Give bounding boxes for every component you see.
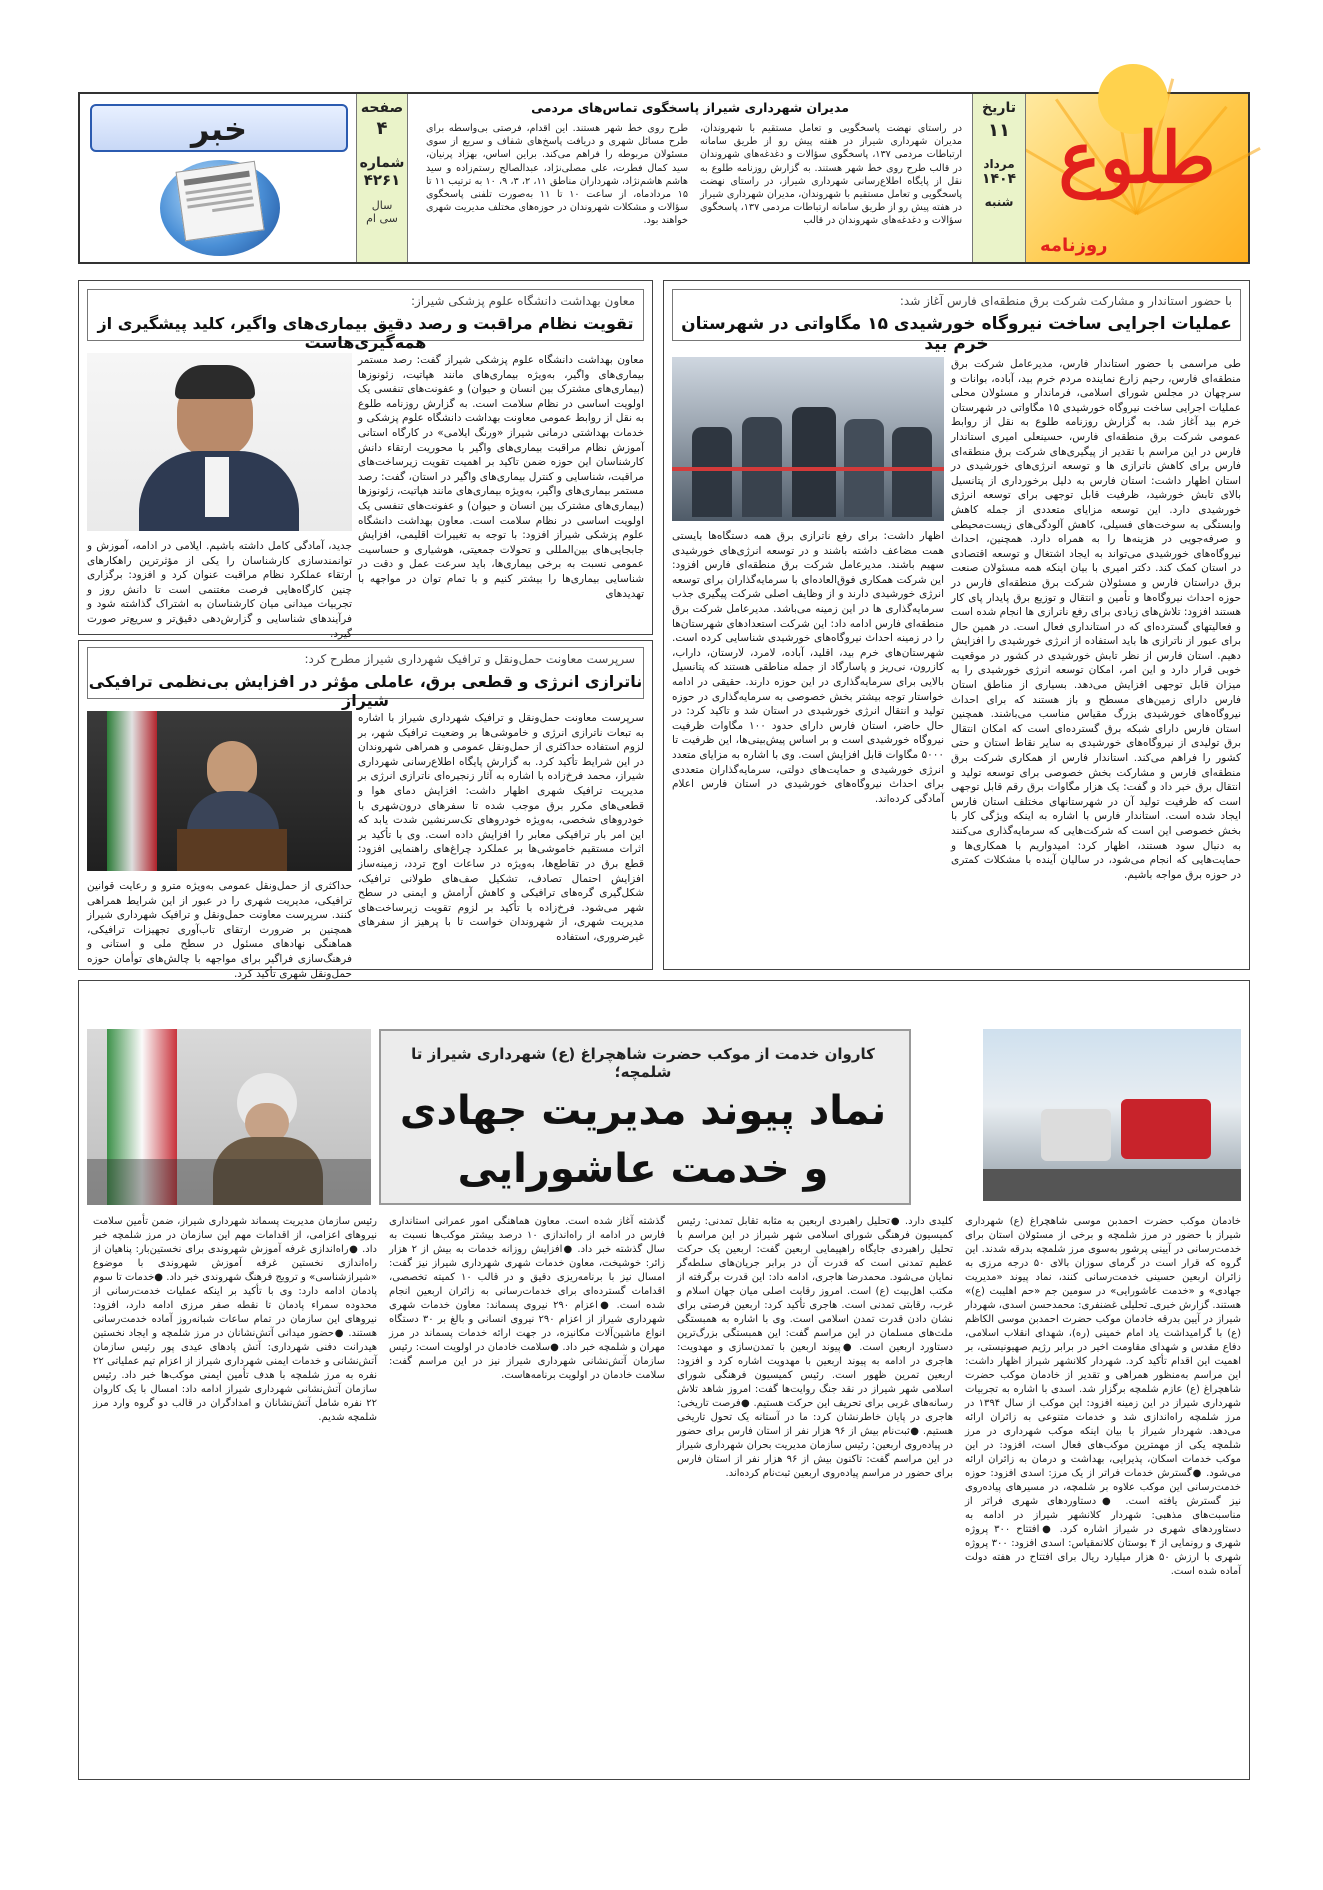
- feature-arbaeen: [78, 980, 1250, 1780]
- article-traffic-header: [87, 647, 644, 710]
- issue-column: [356, 94, 408, 262]
- article-traffic-col1: سرپرست معاونت حمل‌ونقل و ترافیک شهرداری شیراز با اشاره به تبعات ناترازی انرژی و خاموشی‌ها بر وضعیت ترافیک شهر، بر لزوم استفاده حداکثری از حمل‌ونقل عمومی و همراهی شهروندان در این شرایط تأکید کرد. به گزارش پایگاه اطلاع‌رسانی شهرداری شیراز، محمد فرخ‌زاده با اشاره به آثار زنجیره‌ای ناترازی انرژی بر مدیریت ترافیک شهری اظهار داشت: افزایش دمای هوا و قطعی‌های مکرر برق موجب شده تا سفرهای درون‌شهری با خودروهای شخصی، به‌ویژه خودروهای تک‌سرنشین شدت یابد که این امر بار ترافیکی معابر را افزایش داده است. وی با تأکید بر اثرات مستقیم خاموشی‌ها بر عملکرد چراغ‌های راهنمایی افزود: قطع برق در تقاطع‌ها، به‌ویژه در ساعات اوج تردد، زمینه‌ساز افزایش احتمال تصادف، تشکیل صف‌های طولانی ترافیک، شکل‌گیری گره‌های ترافیکی و کاهش آرامش و ایمنی در سطح شهر می‌شود. فرخ‌زاده با تأکید بر لزوم تقویت زیرساخت‌های مدیریت شهری، از شهروندان خواست تا با پرهیز از سفرهای غیرضروری، استفاده: [358, 712, 644, 943]
- feature-photo-left: [87, 1029, 371, 1205]
- logo-block: [1026, 94, 1248, 262]
- article-health: [78, 280, 653, 640]
- article-solar-col2: اظهار داشت: برای رفع ناترازی برق همه دستگاه‌ها بایستی همت مضاعف داشته باشند و در توسعه انرژی‌های خورشیدی سهیم باشند. مدیرعامل شرکت برق منطقه‌ای فارس افزود: این شرکت همکاری فوق‌العاده‌ای با سرمایه‌گذاران برای توسعه انرژی خورشیدی دارند و از وظایف اصلی شرکت پیگیری جذب سرمایه‌گذاری ها در این زمینه می‌باشد. مدیرعامل شرکت برق منطقه‌ای فارس ادامه داد: این شرکت استعدادهای شهرستان‌ها را در زمینه احداث نیروگاه‌های خورشیدی شناسایی کرده است. شهرستان‌های خرم بید، اقلید، آباده، لامرد، لارستان، داراب، کازرون، نی‌ریز و پاسارگاد از جمله مناطقی هستند که پتانسیل بالایی برای سرمایه‌گذاری در این حوزه دارند. حقیقی در ادامه خواستار توجه بیشتر بخش خصوصی به سرمایه‌گذاری در حوزه تولید و انتقال انرژی خورشیدی در استان شد و تاکید کرد: در حال حاضر، استان فارس دارای حدود ۱۰۰ مگاوات ظرفیت نیروگاه خورشیدی است و بر اساس پیش‌بینی‌ها، این ظرفیت تا ۵۰۰۰ مگاوات قابل افزایش است. وی با اشاره به مزایای متعدد انرژی خورشیدی و حمایت‌های دولتی، سرمایه‌گذاران متعددی برای احداث نیروگاه‌های خورشیدی در استان فارس اعلام آمادگی کرده‌اند.: [671, 530, 944, 805]
- date-year: ۱۴۰۴: [981, 171, 1017, 187]
- issue-label: شماره: [359, 155, 405, 171]
- lead-news-col2: طرح روی خط شهر هستند. این اقدام، فرصتی بی‌واسطه برای طرح مسائل شهری و دریافت پاسخ‌های شفاف و سریع از سوی مسئولان مربوطه را فراهم می‌کند. براین اساس، بهزاد پرنیان، سید کمال فطرت، علی مصلی‌نژاد، عبدالصالح رستم‌زاده و سید هاشم هاشم‌نژاد، شهرداران مناطق ۱۱، ۲، ۳، ۹، ۱۰ به ترتیب ۱۱ تا ۱۵ مردادماه، از ساعت ۱۰ تا ۱۱ به‌صورت تلفنی پاسخگوی سؤالات و مشکلات شهروندان در حوزه‌های مختلف مدیریت شهری خواهند بود.: [426, 123, 688, 227]
- article-traffic-kicker: سرپرست معاونت حمل‌ونقل و ترافیک شهرداری شیراز مطرح کرد:: [304, 652, 635, 666]
- article-health-col2: جدید، آمادگی کامل داشته باشیم. ایلامی در ادامه، آموزش و توانمندسازی کارشناسان را یکی از مؤثرترین راهکارهای ارتقاء عملکرد نظام مراقبت عنوان کرد و افزود: برگزاری چنین کارگاه‌هایی فرصت مغتنمی است تا دانش روز و تجربیات میدانی میان کارشناسان به اشتراک گذاشته شود و فرآیندهای شناسایی و گزارش‌دهی دقیق‌تر و سریع‌تر صورت گیرد.: [87, 540, 352, 640]
- feature-headline-line1: نماد پیوند مدیریت جهادی: [399, 1088, 887, 1134]
- article-health-kicker: معاون بهداشت دانشگاه علوم پزشکی شیراز:: [410, 294, 635, 308]
- article-solar-header: [672, 289, 1241, 354]
- volume-value: سی ام: [366, 212, 398, 225]
- article-health-photo: [87, 353, 352, 531]
- feature-col4: رئیس سازمان مدیریت پسماند شهرداری شیراز، ضمن تأمین سلامت نیروهای اعزامی، از اقدامات مهم این سازمان در مرز شلمچه خبر داد. ●راه‌اندازی غرفه آموزش شهروندی برای نخستین‌بار: پناهیان از راه‌اندازی نخستین غرفه آموزش شهروندی با موضوع «شیرازشناسی» و ترویج فرهنگ شهروندی خبر داد. ●خدمات تا سوم پادمان ادامه دارد: وی با تأکید بر اینکه عملیات خدمت‌رسانی از محدوده سمراء پادمان تا نقطه صفر مرزی ادامه دارد، افزود: نیروهای این سازمان در تمام ساعات شبانه‌روز آماده خدمت‌رسانی هستند. ●حضور میدانی آتش‌نشانان در مرز شلمچه و ایجاد نخستین هیدرانت دفنی شهرداری: آتش پاد‌های عیدی پور رئیس سازمان آتش‌نشانی و خدمات ایمنی شهرداری شیراز از اعزام تیم عملیاتی ۲۲ نفره به مرز شلمچه با هدف تأمین ایمنی موکب‌ها خبر داد. رئیس سازمان آتش‌نشانی شهرداری شیراز ادامه داد: امسال با یک کاروان ۲۲ نفره شامل آتش‌نشانان و امدادگران در قالب دو گروه وارد مرز شلمچه شدیم.: [93, 1216, 377, 1423]
- article-health-header: [87, 289, 644, 352]
- section-ribbon: [90, 104, 348, 152]
- page-number: ۴: [376, 118, 388, 139]
- date-column: [972, 94, 1026, 262]
- logo-text: طلوع: [1058, 116, 1216, 199]
- article-solar-headline: عملیات اجرایی ساخت نیروگاه خورشیدی ۱۵ مگاواتی در شهرستان خرم بید: [681, 314, 1232, 354]
- logo-subtitle: روزنامه: [1040, 235, 1108, 256]
- volume-label: سال: [371, 199, 393, 212]
- feature-photo-right: [983, 1029, 1241, 1201]
- section-name: خبر: [190, 110, 248, 148]
- date-weekday: شنبه: [984, 195, 1014, 209]
- article-traffic-photo: [87, 711, 352, 871]
- feature-col1: خادمان موکب حضرت احمدبن موسی شاهچراغ (ع) شهرداری شیراز با حضور در مرز شلمچه و برخی از مسئولان استان برای خدمت‌رسانی در آیینی پرشور به‌سوی مرز شلمچه بدرقه شدند. این گروه که قرار است در گرمای سوزان بالای ۵۰ درجه مرزی به زائران اربعین حسینی خدمت‌رسانی کنند، نماد پیوند «مدیریت جهادی» و «خدمت عاشورایی» در سومین جم «حم اهلیبت (ع)» هستند. گزارش خبری‌ـ تحلیلی غضنفری: محمدحسن اسدی، شهردار شیراز در آیین بدرقه خادمان موکب حضرت احمدبن موسی الکاظم (ع) با گرامیداشت یاد امام خمینی (ره)، شهدای انقلاب اسلامی، دفاع مقدس و شهدای مقاومت اخیر در برابر رژیم صهیونیستی، بر اهمیت این اقدام تأکید کرد. شهردار کلانشهر شیراز اظهار داشت: این مراسم به‌منظور همراهی و تقدیر از خادمان موکب حضرت شاهچراغ (ع) عازم شلمچه برگزار شد. اسدی با اشاره به تجربیات شهرداری شیراز در این زمینه افزود: این موکب از سال ۱۳۹۴ در مرز شلمچه راه‌اندازی شد و خدمات متنوعی به زائران ارائه می‌دهد. شهردار شیراز با بیان اینکه موکب شهرداری در مرز شلمچه یکی از مهمترین موکب‌های فعال است، افزود: در این موکب خدمات اسکان، پذیرایی، بهداشت و درمان به زائران ارائه می‌شود. ●گسترش خدمات فراتر از یک مرز: اسدی افزود: حوزه خدمت‌رسانی این موکب علاوه بر شلمچه، در مسیرهای پیاده‌روی نیز گسترش یافته است. ●دستاوردهای شهری فراتر از مناسبت‌های مذهبی: شهردار کلانشهر شیراز در ادامه به دستاوردهای شهری در شیراز اشاره کرد. ●افتتاح ۳۰۰ پروژه شهری و رونمایی از ۴ بوستان کلانمقیاس: اسدی افزود: ۳۰۰ پروژه شهری با ارزش ۵۰ هزار میلیارد ریال برای افتتاح در هفته دولت آماده شده است.: [965, 1216, 1242, 1577]
- article-solar-col1: طی مراسمی با حضور استاندار فارس، مدیرعامل شرکت برق منطقه‌ای فارس، رحیم زارع نماینده مردم خرم بید، آباده، بوانات و سرچهان در مجلس شورای اسلامی، فرماندار و مسئولان محلی عملیات اجرایی ساخت نیروگاه خورشیدی ۱۵ مگاواتی در شهرستان خرم بید آغاز شد. به گزارش روزنامه طلوع به نقل از روابط عمومی شرکت برق منطقه‌ای فارس، حسینعلی امیری استاندار فارس در این مراسم با تقدیر از پیگیری‌های شرکت برق منطقه‌ای فارس برای کاهش ناترازی ها و توسعه انرژی‌های خورشیدی در استان اظهار داشت: استان فارس به دلیل برخورداری از پتانسیل بالای تابش خورشید، ظرفیت قابل توجهی برای توسعه انرژی خورشیدی دارد. این توسعه مزایای متعددی از جمله کاهش وابستگی به سوخت‌های فسیلی، کاهش آلودگی‌های زیست‌محیطی و صرفه‌جویی در هزینه‌ها را به همراه دارد. همچنین، احداث نیروگاه‌های خورشیدی می‌تواند به ایجاد اشتغال و توسعه اقتصادی در استان کمک کند. دکتر امیری با بیان اینکه همه مسئولان صنعت برق دراستان فارس و مسئولان شرکت برق منطقه‌ای فارس در حوزه احداث نیروگاه‌ها و تأمین و انتقال و توزیع برق پایدار پای کار هستند افزود: تلاش‌های زیادی برای رفع ناترازی ها انجام شده است و فعالیتهای گسترده‌ای که در استانداری فعال است. در همین حال برای عبور از ناترازی ها باید استفاده از انرژی خورشیدی را افزایش دهیم. استان فارس از نظر تابش خورشیدی در کشور در موقعیت خوبی قرار دارد و این امر، امکان توسعه انرژی خورشیدی را به میزان قابل توجهی افزایش می‌دهد. بسیاری از مناطق استان فارس دارای زمین‌های مسطح و باز هستند که برای احداث نیروگاه‌های خورشیدی بزرگ مقیاس مناسب می‌باشند. همچنین استان فارس دارای شبکه برق گسترده‌ای است که امکان انتقال برق تولیدی از نیروگاه‌های خورشیدی به سایر نقاط استان و حتی کشور را فراهم می‌کند. استاندار فارس از همکاری شرکت برق منطقه‌ای فارس و مشارکت بخش خصوصی برای توسعه تولید و انتقال برق خبر داد و گفت: یک هزار مگاوات برق رقم قابل توجهی است که ظرفیت تولید آن در شهرستانهای مختلف استان فارس ایجاد شده است. استاندار فارس با اشاره به اینکه ویژگی کار با بخش خصوصی این است که شرکت‌هایی که سرمایه‌گذاری می‌کنند به دنبال سود هستند، اظهار کرد: امیدواریم با همکاری‌ها و حمایت‌هایی که انجام می‌شود، در سالیان آینده با مشکلات کمتری در حوزه برق مواجه باشیم.: [951, 358, 1241, 881]
- feature-kicker: کاروان خدمت از موکب حضرت شاهچراغ (ع) شهرداری شیراز تا شلمچه؛: [411, 1045, 875, 1081]
- date-day: ۱۱: [988, 120, 1010, 141]
- section-banner: [80, 94, 356, 262]
- masthead: [78, 92, 1250, 264]
- article-solar-plant: [663, 280, 1250, 970]
- feature-headline-line2: و خدمت عاشورایی: [457, 1146, 829, 1192]
- article-health-col1: معاون بهداشت دانشگاه علوم پزشکی شیراز گفت: رصد مستمر بیماری‌های واگیر، به‌ویژه بیماری‌های مانند هپاتیت، زئونوزها (بیماری‌های مشترک بین انسان و حیوان) و عفونت‌های تنفسی یک اولویت اساسی در نظام سلامت است. به گزارش روزنامه طلوع به نقل از روابط عمومی معاونت بهداشت دانشگاه علوم پزشکی و خدمات بهداشتی درمانی شیراز «ورنگ ایلامی» در کارگاه استانی آموزش نظام مراقبت بیماری‌های واگیر با محوریت ارتقاء دانش کارشناسان این حوزه ضمن تاکید بر اهمیت تقویت زیرساخت‌های مراقبت، شناسایی و کنترل بیماری‌های واگیر در استان، گفت: رصد مستمر بیماری‌های واگیر، به‌ویژه بیماری‌های مانند هپاتیت، زئونوزها (بیماری‌های مشترک بین انسان و حیوان) و عفونت‌های تنفسی یک اولویت اساسی در نظام سلامت است. معاون بهداشت دانشگاه علوم پزشکی شیراز افزود: با توجه به تغییرات اقلیمی، افزایش جابجایی‌های بین‌المللی و تحولات جمعیتی، هوشیاری و حساسیت عمومی نسبت به برخی بیماری‌ها، باید سرعت عمل و دقت در شناسایی بیماری‌ها را بیشتر کنیم و با تمام توان در مواجهه با تهدیدهای: [358, 354, 644, 600]
- lead-news: [408, 94, 972, 262]
- article-traffic: [78, 640, 653, 980]
- article-health-headline: تقویت نظام مراقبت و رصد دقیق بیماری‌های واگیر، کلید پیشگیری از همه‌گیری‌هاست: [97, 314, 634, 352]
- lead-news-col1: در راستای نهضت پاسخگویی و تعامل مستقیم با شهروندان، مدیران شهرداری شیراز در هفته پیش رو از طریق سامانه ارتباطات مردمی ۱۳۷، پاسخگوی سؤالات و دغدغه‌های شهروندان در قالب طرح روی خط شهر هستند. به گزارش روزنامه طلوع به نقل از پایگاه اطلاع‌رسانی شهرداری شیراز، در راستای نهضت پاسخگویی و تعامل مستقیم با شهروندان، مدیران شهرداری شیراز در هفته پیش رو از طریق سامانه ارتباطات مردمی ۱۳۷، پاسخگوی سؤالات و دغدغه‌های شهروندان در قالب: [700, 123, 962, 227]
- issue-number: ۴۲۶۱: [363, 171, 401, 189]
- lead-news-title: مدیران شهرداری شیراز پاسخگوی تماس‌های مردمی: [531, 100, 849, 115]
- article-traffic-headline: ناترازی انرژی و قطعی برق، عاملی مؤثر در افزایش بی‌نظمی ترافیکی شیراز: [88, 672, 643, 710]
- article-traffic-col2: حداکثری از حمل‌ونقل عمومی به‌ویژه مترو و رعایت قوانین ترافیکی، مدیریت شهری را در عبور از این شرایط همراهی کنند. سرپرست معاونت حمل‌ونقل و ترافیک شهرداری شیراز همچنین بر ضرورت ارتقای تاب‌آوری تجهیزات ترافیکی، هماهنگی نهادهای مسئول در سطح ملی و استانی و فرهنگ‌سازی فراگیر برای مواجهه با چالش‌های توأمان حوزه حمل‌ونقل شهری تأکید کرد.: [87, 880, 352, 980]
- page-label: صفحه: [360, 100, 404, 116]
- feature-col2: کلیدی دارد. ●تحلیل راهبردی اربعین به مثابه تقابل تمدنی: رئیس کمیسیون فرهنگی شورای اسلامی شهر شیراز در این مراسم با تحلیل راهبردی جایگاه راهپیمایی اربعین گفت: اربعین یک حرکت عظیم تمدنی است که قدرت آن در برابر جریان‌های سلطه‌گر نمایان می‌شود. محمدرضا هاجری، ادامه داد: این قدرت برگرفته از مکتب اهل‌بیت (ع) است. امروز رقابت اصلی میان جهان اسلام و غرب، رقابتی تمدنی است. هاجری تأکید کرد: اربعین فرصتی برای نشان دادن قدرت تمدن اسلامی است. وی با اشاره به همبستگی ملت‌های مسلمان در این مراسم گفت: این همبستگی بزرگ‌ترین دستاورد اربعین است. ●پیوند اربعین با تمدن‌سازی و مهدویت: هاجری در ادامه به پیوند اربعین با مهدویت اشاره کرد و افزود: اربعین تمرین ظهور است. رئیس کمیسیون فرهنگی شورای اسلامی شهر شیراز در نقد جنگ روایت‌ها گفت: امروز شاهد تلاش رسانه‌های غربی برای تحریف این حرکت هستیم. ●فرصت تاریخی: هاجری در پایان خاطرنشان کرد: ما در آستانه یک تحول تاریخی هستیم. ●ثبت‌نام بیش از ۹۶ هزار نفر از استان فارس برای حضور در پیاده‌روی اربعین: رئیس سازمان مدیریت بحران شهرداری شیراز در این مراسم گفت: تاکنون بیش از ۹۶ هزار نفر از استان فارس برای حضور در مراسم پیاده‌روی اربعین ثبت‌نام کرده‌اند.: [677, 1216, 953, 1479]
- article-solar-kicker: با حضور استاندار و مشارکت شرکت برق منطقه‌ای فارس آغاز شد:: [899, 294, 1232, 308]
- date-month: مرداد: [983, 157, 1015, 171]
- article-solar-photo: [672, 357, 944, 521]
- feature-headline-box: [379, 1029, 911, 1205]
- newspaper-icon: [176, 161, 265, 241]
- date-label: تاریخ: [982, 100, 1016, 116]
- feature-col3: گذشته آغاز شده است. معاون هماهنگی امور عمرانی استانداری فارس در ادامه از راه‌اندازی ۱۰ درصد بیشتر موکب‌ها نسبت به سال گذشته خبر داد. ●افزایش روزانه خدمات به بیش از ۲ هزار زائر: خوشیخت، معاون خدمات شهری شهرداری شیراز نیز گفت: امسال نیز با برنامه‌ریزی دقیق و در قالب ۱۰ کمیته تخصصی، اقدامات گسترده‌ای برای خدمات‌رسانی به زائران اربعین انجام شده است. ●اعزام ۲۹۰ نیروی پسماند: معاون خدمات شهری شهرداری شیراز از اعزام ۲۹۰ نیروی انسانی و بالغ بر ۳۰ دستگاه انواع ماشین‌آلات مکانیزه، در جهت ارائه خدمات پسماند در مرز مهران و شلمچه خبر داد. ●سلامت خادمان در اولویت است: رئیس سازمان آتش‌نشانی شهرداری شیراز نیز در این مراسم گفت: سلامت خادمان در اولویت برنامه‌هاست.: [389, 1216, 666, 1381]
